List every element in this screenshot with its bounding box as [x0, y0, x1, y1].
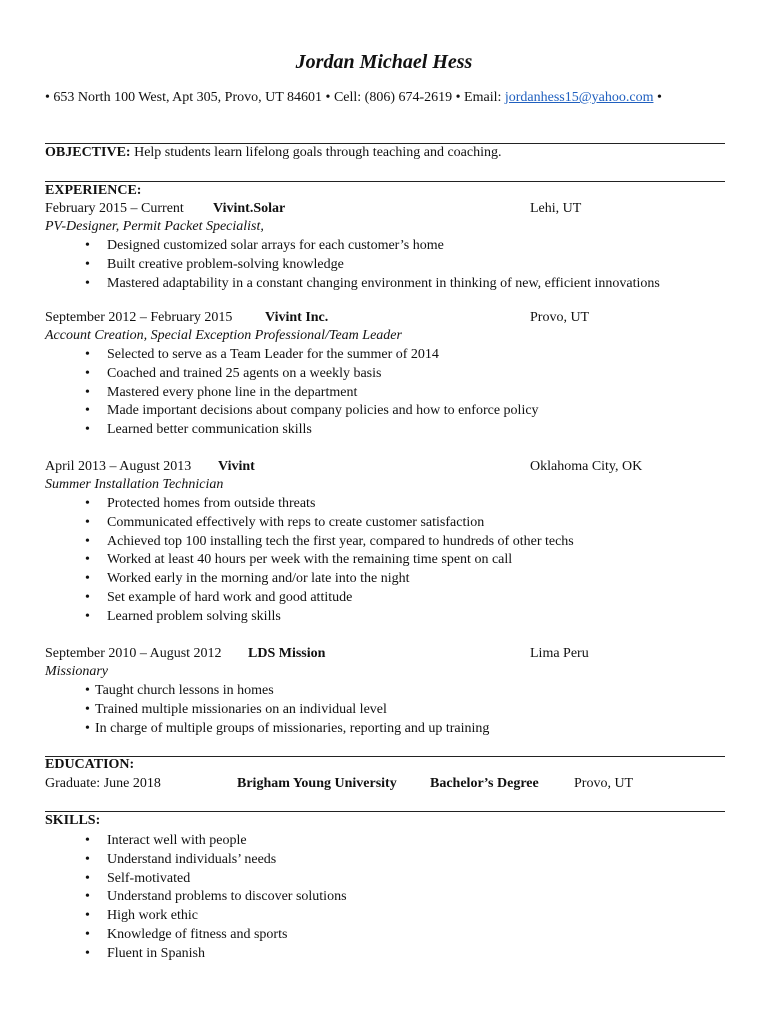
job-company: Vivint [218, 459, 255, 474]
contact-details: • 653 North 100 West, Apt 305, Provo, UT 84601 • Cell: (806) 674-2619 • Email: [45, 90, 505, 105]
objective-line [45, 144, 501, 162]
list-item: • Understand problems to discover solutions [85, 889, 347, 905]
list-item: • Mastered every phone line in the department [85, 384, 358, 400]
list-item: • Learned better communication skills [85, 422, 312, 438]
education-graduate: Graduate: June 2018 [45, 776, 161, 791]
list-item: • Knowledge of fitness and sports [85, 926, 288, 942]
job-title: PV-Designer, Permit Packet Specialist, [45, 219, 264, 234]
list-item: • Trained multiple missionaries on an individual level [85, 701, 387, 717]
skills-label: SKILLS: [45, 813, 101, 828]
list-item: • Fluent in Spanish [85, 945, 206, 961]
job-company: Vivint.Solar [213, 201, 286, 216]
list-item: • Mastered adaptability in a constant changing environment in thinking of new, efficient innovations [85, 275, 660, 291]
list-item: • Understand individuals’ needs [85, 851, 277, 867]
list-item: • Communicated effectively with reps to create customer satisfaction [85, 514, 485, 530]
list-item: • Taught church lessons in homes [85, 683, 274, 698]
job-location: Oklahoma City, OK [530, 459, 643, 474]
job-title: Missionary [45, 664, 108, 679]
objective-text: Help students learn lifelong goals through teaching and coaching. [130, 145, 502, 160]
experience-label: EXPERIENCE: [45, 183, 142, 198]
list-item: • Protected homes from outside threats [85, 496, 316, 511]
education-location: Provo, UT [574, 776, 634, 791]
job-company: Vivint Inc. [265, 310, 329, 325]
job-title: Summer Installation Technician [45, 477, 224, 492]
list-item: • Set example of hard work and good attitude [85, 589, 353, 605]
list-item: • Worked early in the morning and/or late into the night [85, 571, 410, 587]
job-location: Lima Peru [530, 646, 589, 661]
education-degree: Bachelor’s Degree [430, 776, 539, 791]
contact-line [45, 89, 662, 107]
list-item: • Self-motivated [85, 870, 191, 886]
email-link[interactable]: jordanhess15@yahoo.com [504, 90, 654, 105]
job-location: Lehi, UT [530, 201, 582, 216]
job-bullets [85, 682, 489, 738]
resume-name: Jordan Michael Hess [295, 51, 473, 73]
list-item: • Achieved top 100 installing tech the first year, compared to hundreds of other techs [85, 533, 574, 549]
list-item: • Learned problem solving skills [85, 608, 281, 624]
job-dates: September 2010 – August 2012 [45, 646, 222, 661]
objective-label: OBJECTIVE: [45, 145, 131, 160]
list-item: • Made important decisions about company policies and how to enforce policy [85, 403, 539, 419]
job-title: Account Creation, Special Exception Professional/Team Leader [45, 328, 402, 343]
list-item: • High work ethic [85, 908, 198, 924]
list-item: • Worked at least 40 hours per week with the remaining time spent on call [85, 552, 513, 568]
job-location: Provo, UT [530, 310, 590, 325]
divider-skills [45, 811, 725, 812]
list-item: • Coached and trained 25 agents on a weekly basis [85, 365, 382, 381]
job-dates: February 2015 – Current [45, 201, 184, 216]
job-company: LDS Mission [248, 646, 326, 661]
list-item: • In charge of multiple groups of missionaries, reporting and up training [85, 720, 490, 736]
contact-suffix: • [653, 90, 662, 105]
divider-experience [45, 181, 725, 182]
list-item: • Designed customized solar arrays for each customer’s home [85, 238, 444, 253]
list-item: • Built creative problem-solving knowledge [85, 256, 344, 272]
divider-education [45, 756, 725, 757]
skills-list [85, 832, 347, 964]
education-label: EDUCATION: [45, 757, 135, 772]
job-bullets [85, 237, 660, 293]
list-item: • Interact well with people [85, 833, 247, 848]
job-dates: April 2013 – August 2013 [45, 459, 192, 474]
job-bullets [85, 346, 539, 440]
education-school: Brigham Young University [237, 776, 397, 791]
job-bullets [85, 495, 574, 627]
job-dates: September 2012 – February 2015 [45, 310, 233, 325]
list-item: • Selected to serve as a Team Leader for the summer of 2014 [85, 347, 439, 362]
